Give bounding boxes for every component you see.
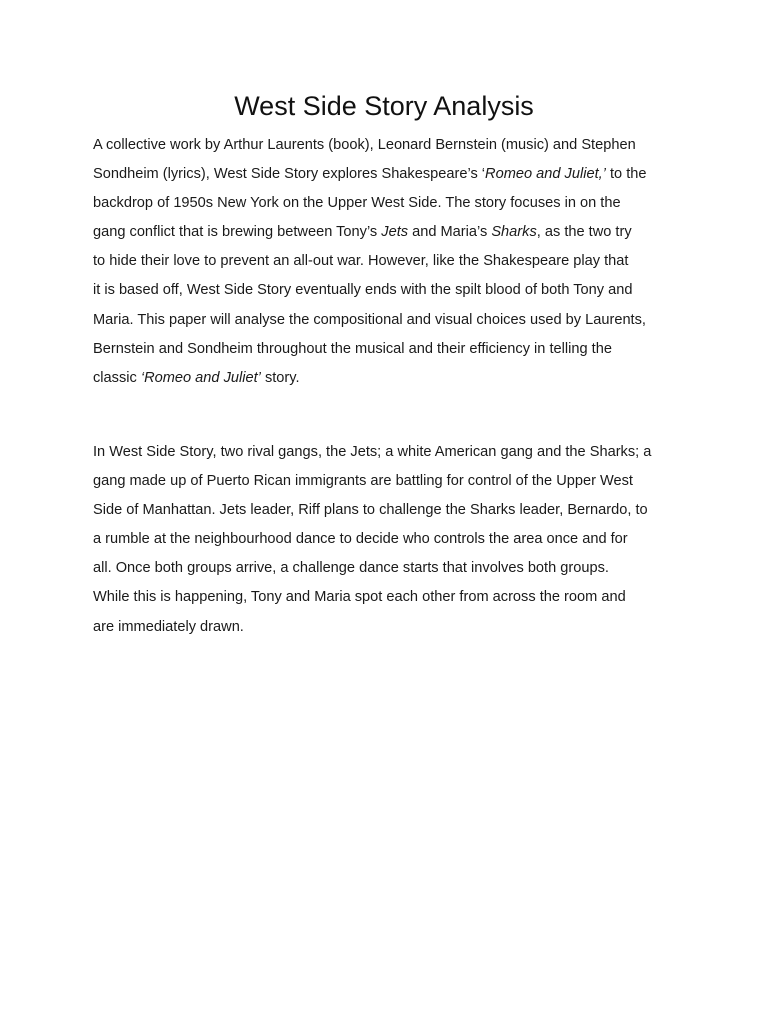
text-run: Sondheim (lyrics), West Side Story explores Shakespeare’s ‘ bbox=[93, 166, 486, 183]
text-line bbox=[93, 131, 683, 160]
paragraph-introduction bbox=[93, 131, 683, 393]
text-run: are immediately drawn. bbox=[93, 618, 244, 635]
text-line bbox=[93, 335, 683, 364]
text-line bbox=[93, 554, 683, 583]
text-line bbox=[93, 276, 683, 305]
text-line bbox=[93, 306, 683, 335]
text-line bbox=[93, 438, 683, 467]
text-run: backdrop of 1950s New York on the Upper West Side. The story focuses in on the bbox=[93, 195, 621, 212]
text-line bbox=[93, 467, 683, 496]
text-run: Maria. This paper will analyse the compositional and visual choices used by Laurents, bbox=[93, 311, 646, 328]
text-run: While this is happening, Tony and Maria spot each other from across the room and bbox=[93, 589, 626, 606]
text-line bbox=[93, 364, 683, 393]
text-run: it is based off, West Side Story eventually ends with the spilt blood of both Tony and bbox=[93, 282, 633, 299]
text-run: and Maria’s bbox=[408, 224, 492, 241]
text-run: to the bbox=[605, 166, 647, 183]
text-run: , as the two try bbox=[536, 224, 632, 241]
text-line bbox=[93, 613, 683, 642]
text-run: story. bbox=[260, 369, 300, 386]
text-line bbox=[93, 218, 683, 247]
text-run: gang conflict that is brewing between Tony’s bbox=[93, 224, 382, 241]
text-run: a rumble at the neighbourhood dance to decide who controls the area once and for bbox=[93, 531, 628, 548]
text-line bbox=[93, 583, 683, 612]
text-line bbox=[93, 496, 683, 525]
paragraph-plot-summary bbox=[93, 438, 683, 642]
text-run: classic bbox=[93, 369, 141, 386]
text-line bbox=[93, 247, 683, 276]
italic-text-run: Jets bbox=[381, 224, 409, 241]
text-run: gang made up of Puerto Rican immigrants are battling for control of the Upper West bbox=[93, 473, 633, 490]
text-run: all. Once both groups arrive, a challenge dance starts that involves both groups. bbox=[93, 560, 609, 577]
text-line bbox=[93, 525, 683, 554]
italic-text-run: Romeo and Juliet bbox=[485, 166, 599, 183]
text-run: A collective work by Arthur Laurents (book), Leonard Bernstein (music) and Stephen bbox=[93, 137, 636, 153]
text-line bbox=[93, 189, 683, 218]
document-title: West Side Story Analysis bbox=[234, 91, 534, 121]
italic-text-run: Sharks bbox=[491, 224, 537, 241]
text-run: Side of Manhattan. Jets leader, Riff plans to challenge the Sharks leader, Bernardo, to bbox=[93, 502, 648, 519]
italic-text-run: ,’ bbox=[598, 166, 606, 183]
text-run: In West Side Story, two rival gangs, the Jets; a white American gang and the Sharks; a bbox=[93, 444, 652, 460]
text-run: to hide their love to prevent an all-out war. However, like the Shakespeare play that bbox=[93, 253, 629, 270]
text-run: Bernstein and Sondheim throughout the musical and their efficiency in telling the bbox=[93, 340, 612, 357]
text-line bbox=[93, 160, 683, 189]
italic-text-run: ‘Romeo and Juliet’ bbox=[140, 369, 261, 386]
